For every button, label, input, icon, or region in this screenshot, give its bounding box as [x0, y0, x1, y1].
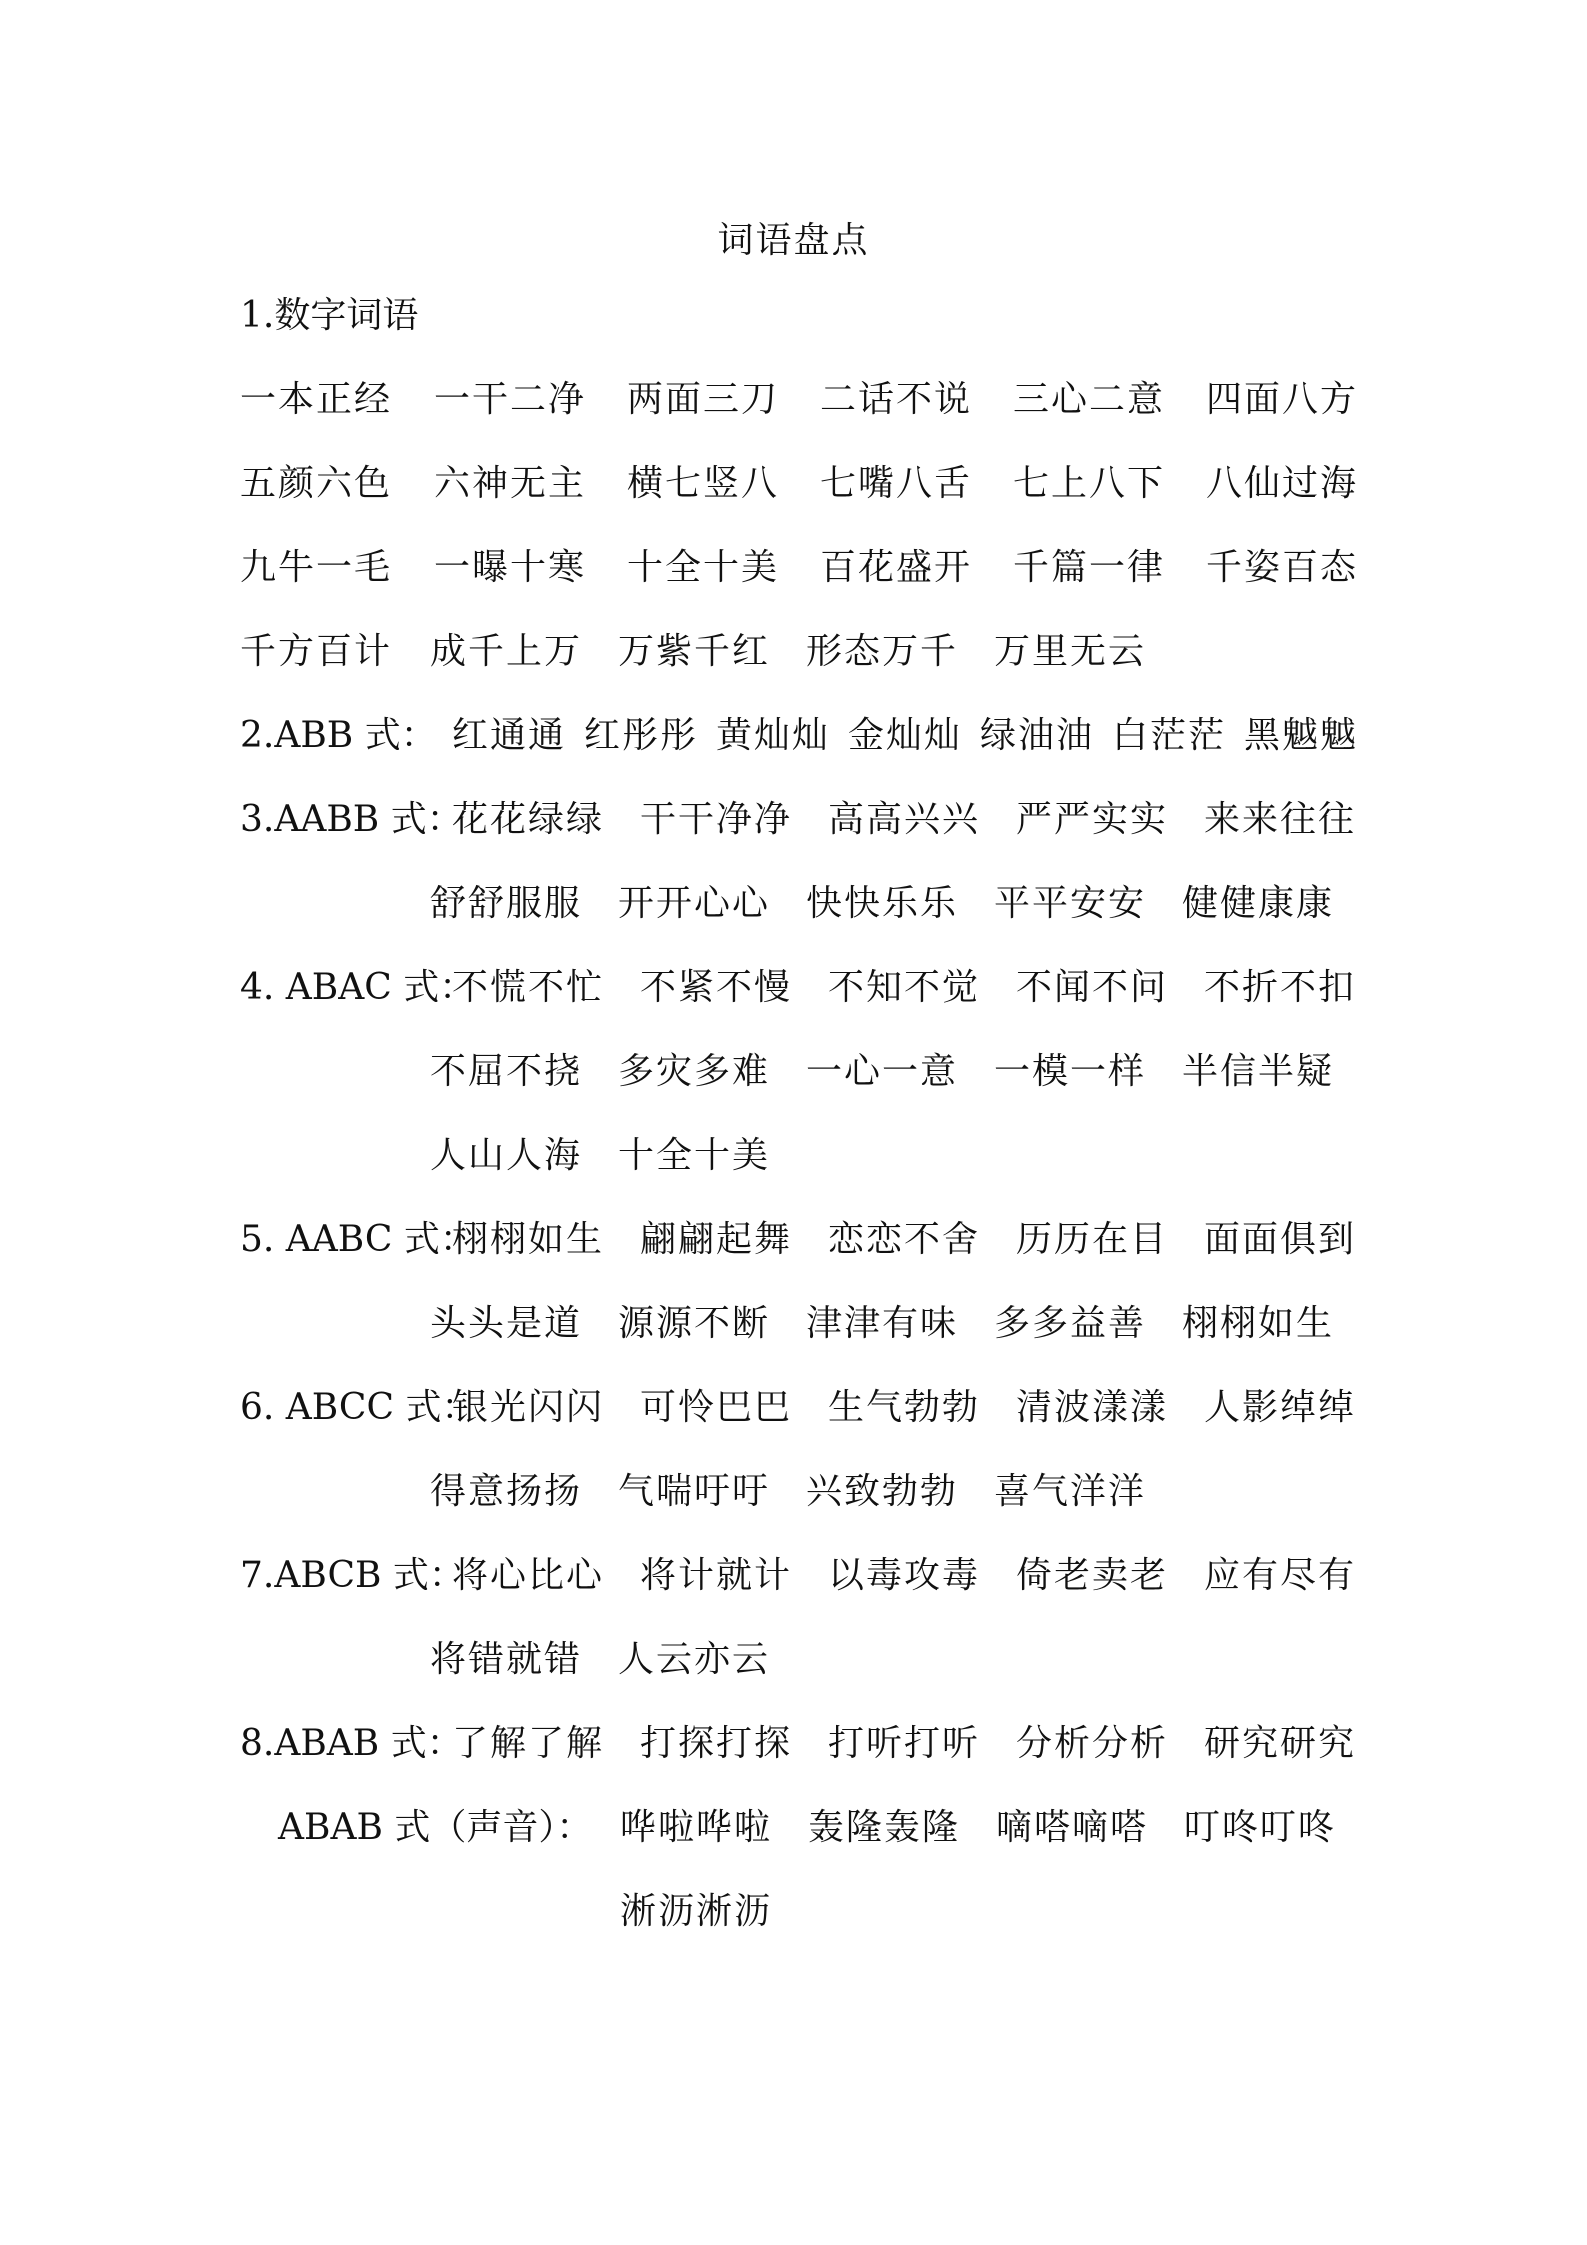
- word: 十全十美: [627, 547, 780, 588]
- word: 一曝十寒: [434, 547, 587, 588]
- word: 千方百计: [240, 631, 393, 672]
- section-4-row-2: [240, 1042, 1370, 1102]
- word: 头头是道: [430, 1303, 583, 1344]
- word: 倚老卖老: [1016, 1555, 1169, 1596]
- word: 津津有味: [806, 1303, 959, 1344]
- word: 来来往往: [1204, 799, 1357, 840]
- word: 白茫茫: [1112, 715, 1227, 756]
- word: 栩栩如生: [1182, 1303, 1335, 1344]
- section-1-row-3: [240, 538, 1370, 598]
- section-3-label: 3.AABB 式：: [240, 799, 463, 840]
- word: 不折不扣: [1204, 967, 1357, 1008]
- word: 黄灿灿: [716, 715, 831, 756]
- word: 哗啦哗啦: [620, 1807, 773, 1848]
- section-6-row-2: [240, 1462, 1370, 1522]
- section-5-row-2: [240, 1294, 1370, 1354]
- word: 喜气洋洋: [994, 1471, 1147, 1512]
- word: 得意扬扬: [430, 1471, 583, 1512]
- word: 兴致勃勃: [806, 1471, 959, 1512]
- section-3-row-1: [240, 790, 1370, 850]
- word: 高高兴兴: [828, 799, 981, 840]
- word: 源源不断: [618, 1303, 771, 1344]
- word: 翩翩起舞: [640, 1219, 793, 1260]
- section-6-row-1: [240, 1378, 1370, 1438]
- section-3-row-2: [240, 874, 1370, 934]
- section-5-row-1: [240, 1210, 1370, 1270]
- word: 严严实实: [1016, 799, 1169, 840]
- word: 可怜巴巴: [640, 1387, 793, 1428]
- word: 恋恋不舍: [828, 1219, 981, 1260]
- word: 打听打听: [828, 1723, 981, 1764]
- section-5-label: 5. AABC 式：: [240, 1219, 476, 1260]
- word: 横七竖八: [627, 463, 780, 504]
- section-8-row-1: [240, 1714, 1370, 1774]
- word: 银光闪闪: [452, 1387, 605, 1428]
- word: 人山人海: [430, 1135, 583, 1176]
- word: 不闻不问: [1016, 967, 1169, 1008]
- word: 成千上万: [430, 631, 583, 672]
- word: 人影绰绰: [1204, 1387, 1357, 1428]
- word: 半信半疑: [1182, 1051, 1335, 1092]
- word: 将错就错: [430, 1639, 583, 1680]
- word: 花花绿绿: [452, 799, 605, 840]
- word: 应有尽有: [1204, 1555, 1357, 1596]
- section-4-row-3: [240, 1126, 1370, 1186]
- section-6-label: 6. ABCC 式：: [240, 1387, 478, 1428]
- word: 舒舒服服: [430, 883, 583, 924]
- word: 多灾多难: [618, 1051, 771, 1092]
- word: 一模一样: [994, 1051, 1147, 1092]
- word: 七嘴八舌: [820, 463, 973, 504]
- section-8-label: 8.ABAB 式：: [240, 1723, 463, 1764]
- word: 生气勃勃: [828, 1387, 981, 1428]
- word: 红彤彤: [584, 715, 699, 756]
- word: 历历在目: [1016, 1219, 1169, 1260]
- word: 六神无主: [434, 463, 587, 504]
- section-7-row-2: [240, 1630, 1370, 1690]
- page-title: 词语盘点: [717, 220, 870, 261]
- word: 一心一意: [806, 1051, 959, 1092]
- section-1-label: 1.数字词语: [240, 295, 419, 336]
- word: 不紧不慢: [640, 967, 793, 1008]
- word: 不知不觉: [828, 967, 981, 1008]
- word: 栩栩如生: [452, 1219, 605, 1260]
- word: 面面俱到: [1204, 1219, 1357, 1260]
- section-8-sound-row-2: [240, 1882, 1370, 1942]
- section-4-label: 4. ABAC 式：: [240, 967, 476, 1008]
- word: 快快乐乐: [806, 883, 959, 924]
- word: 千姿百态: [1206, 547, 1359, 588]
- word: 黑魆魆: [1244, 715, 1359, 756]
- word: 七上八下: [1013, 463, 1166, 504]
- word: 绿油油: [980, 715, 1095, 756]
- section-1-row-2: [240, 454, 1370, 514]
- word: 开开心心: [618, 883, 771, 924]
- word: 百花盛开: [820, 547, 973, 588]
- section-4-row-1: [240, 958, 1370, 1018]
- section-7-label: 7.ABCB 式：: [240, 1555, 465, 1596]
- word: 将心比心: [452, 1555, 605, 1596]
- section-8-sound-row-1: [240, 1798, 1370, 1858]
- word: 分析分析: [1016, 1723, 1169, 1764]
- word: 万紫千红: [618, 631, 771, 672]
- word: 平平安安: [994, 883, 1147, 924]
- word: 气喘吁吁: [618, 1471, 771, 1512]
- word: 清波漾漾: [1016, 1387, 1169, 1428]
- section-8-sub-label: ABAB 式（声音）：: [278, 1807, 593, 1848]
- word: 以毒攻毒: [828, 1555, 981, 1596]
- word: 四面八方: [1206, 379, 1359, 420]
- word: 十全十美: [618, 1135, 771, 1176]
- word: 千篇一律: [1013, 547, 1166, 588]
- word: 轰隆轰隆: [808, 1807, 961, 1848]
- word: 五颜六色: [240, 463, 393, 504]
- word: 研究研究: [1204, 1723, 1357, 1764]
- word: 万里无云: [994, 631, 1147, 672]
- word: 一干二净: [434, 379, 587, 420]
- word: 红通通: [452, 715, 567, 756]
- word: 三心二意: [1013, 379, 1166, 420]
- word: 嘀嗒嘀嗒: [996, 1807, 1149, 1848]
- section-1-row-4: [240, 622, 1370, 682]
- word: 人云亦云: [618, 1639, 771, 1680]
- word: 将计就计: [640, 1555, 793, 1596]
- word: 金灿灿: [848, 715, 963, 756]
- word: 淅沥淅沥: [620, 1891, 773, 1932]
- section-1-row-1: [240, 370, 1370, 430]
- word: 不慌不忙: [452, 967, 605, 1008]
- section-2-row: [240, 706, 1370, 766]
- word: 两面三刀: [627, 379, 780, 420]
- section-2-label: 2.ABB 式：: [240, 715, 437, 756]
- section-7-row-1: [240, 1546, 1370, 1606]
- word: 干干净净: [640, 799, 793, 840]
- word: 一本正经: [240, 379, 393, 420]
- word: 九牛一毛: [240, 547, 393, 588]
- word: 二话不说: [820, 379, 973, 420]
- word: 多多益善: [994, 1303, 1147, 1344]
- word: 不屈不挠: [430, 1051, 583, 1092]
- word: 八仙过海: [1206, 463, 1359, 504]
- word: 叮咚叮咚: [1184, 1807, 1337, 1848]
- word: 形态万千: [806, 631, 959, 672]
- section-1-heading-line: [240, 286, 1370, 346]
- word: 打探打探: [640, 1723, 793, 1764]
- word: 健健康康: [1182, 883, 1335, 924]
- word: 了解了解: [452, 1723, 605, 1764]
